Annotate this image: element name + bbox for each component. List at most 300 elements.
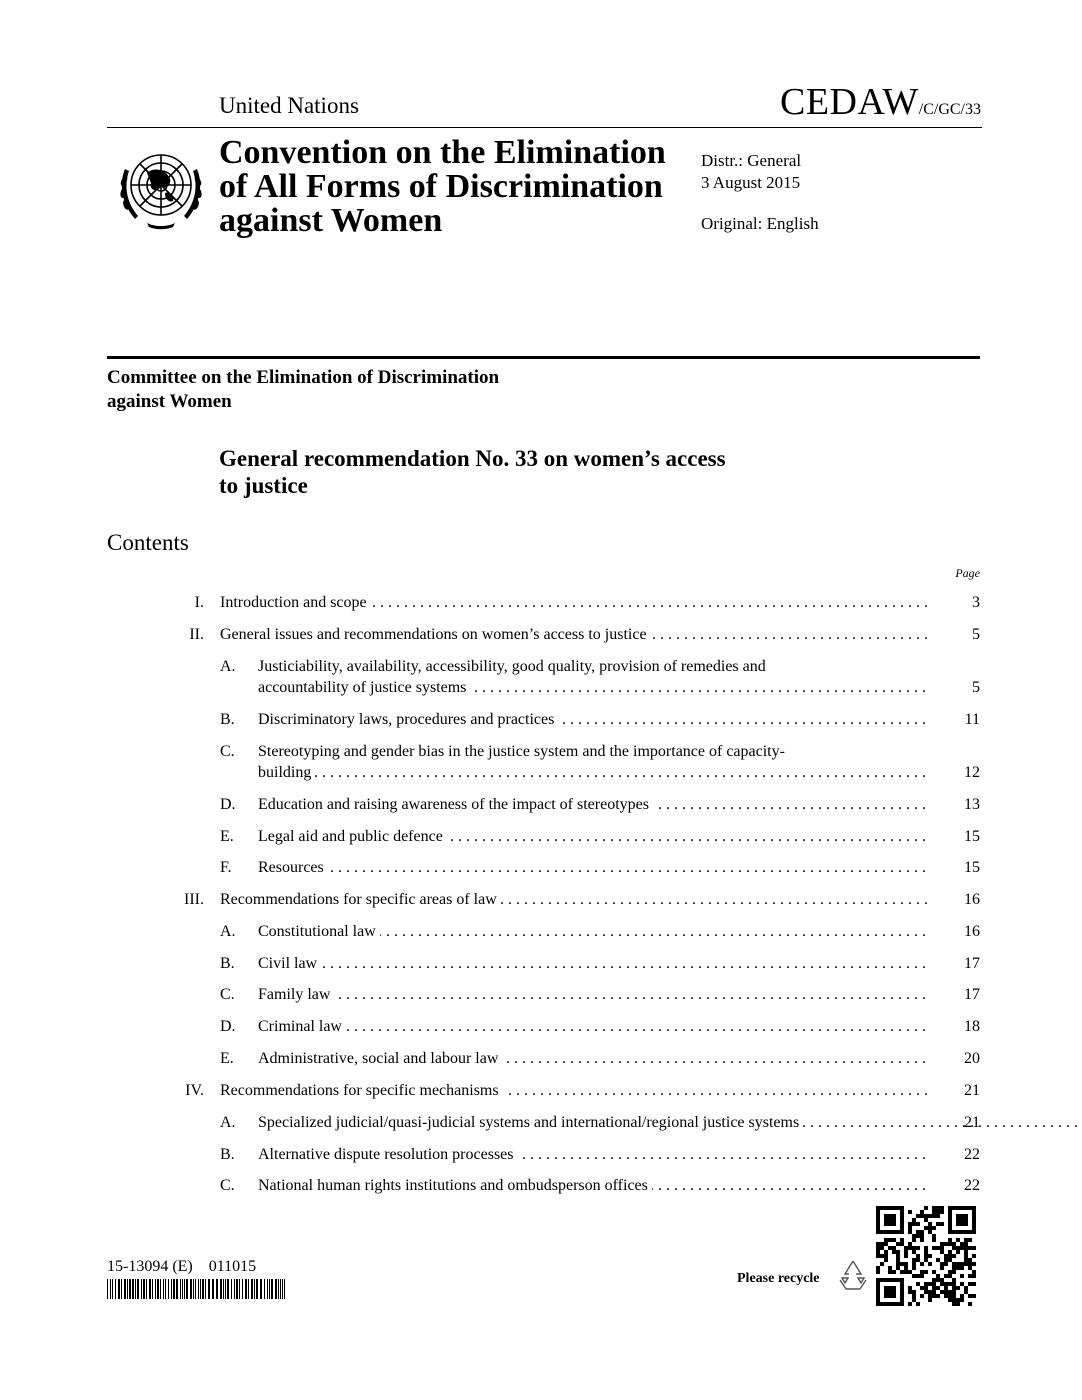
toc-text-line1: Justiciability, availability, accessibility, good quality, provision of remedies and bbox=[258, 658, 766, 675]
barcode-bar bbox=[124, 1279, 126, 1299]
qr-module bbox=[900, 1262, 904, 1266]
contents-heading: Contents bbox=[107, 530, 189, 555]
qr-module bbox=[920, 1230, 924, 1234]
qr-module bbox=[928, 1298, 932, 1302]
qr-module bbox=[936, 1258, 940, 1262]
barcode-bar bbox=[245, 1279, 247, 1299]
barcode-bar bbox=[254, 1279, 255, 1299]
barcode-bar bbox=[234, 1279, 235, 1299]
recommendation-title-line: General recommendation No. 33 on women’s access bbox=[219, 446, 726, 471]
qr-module bbox=[928, 1282, 932, 1286]
qr-module bbox=[936, 1214, 940, 1218]
qr-module bbox=[932, 1290, 936, 1294]
toc-page: 21 bbox=[964, 1114, 980, 1131]
qr-module bbox=[944, 1242, 948, 1246]
qr-module bbox=[944, 1258, 948, 1262]
qr-module bbox=[952, 1242, 956, 1246]
toc-letter: E. bbox=[220, 828, 234, 845]
qr-module bbox=[940, 1210, 944, 1214]
convention-title bbox=[219, 136, 666, 238]
qr-module bbox=[924, 1250, 928, 1254]
toc-text-line1: Stereotyping and gender bias in the justice system and the importance of capacity- bbox=[258, 743, 785, 760]
qr-module bbox=[892, 1250, 896, 1254]
qr-module bbox=[900, 1238, 904, 1242]
qr-module bbox=[920, 1238, 924, 1242]
qr-module bbox=[948, 1242, 952, 1246]
qr-module bbox=[912, 1266, 916, 1270]
qr-module bbox=[928, 1254, 932, 1258]
qr-module bbox=[912, 1246, 916, 1250]
toc-letter: A. bbox=[220, 923, 236, 940]
qr-module bbox=[952, 1246, 956, 1250]
qr-module bbox=[932, 1206, 936, 1210]
barcode-bar bbox=[121, 1279, 122, 1299]
document-number: 15-13094 (E) 011015 bbox=[107, 1258, 257, 1275]
qr-module bbox=[960, 1274, 964, 1278]
recycle-label: Please recycle bbox=[737, 1271, 820, 1286]
qr-module bbox=[968, 1258, 972, 1262]
qr-module bbox=[940, 1250, 944, 1254]
qr-module bbox=[968, 1302, 972, 1306]
qr-module bbox=[948, 1298, 952, 1302]
barcode-bar bbox=[242, 1279, 243, 1299]
toc-page: 17 bbox=[964, 986, 980, 1003]
qr-module bbox=[928, 1230, 932, 1234]
qr-module bbox=[952, 1270, 956, 1274]
barcode-bar bbox=[216, 1279, 218, 1299]
committee-line: against Women bbox=[107, 391, 232, 412]
qr-module bbox=[924, 1206, 928, 1210]
barcode-bar bbox=[182, 1279, 183, 1299]
qr-module bbox=[920, 1234, 924, 1238]
qr-module bbox=[964, 1246, 968, 1250]
toc-letter: B. bbox=[220, 1146, 235, 1163]
qr-module bbox=[944, 1286, 948, 1290]
toc-page: 15 bbox=[964, 828, 980, 845]
qr-module bbox=[912, 1290, 916, 1294]
qr-module bbox=[940, 1282, 944, 1286]
qr-module bbox=[880, 1262, 884, 1266]
qr-module bbox=[944, 1274, 948, 1278]
qr-module bbox=[964, 1254, 968, 1258]
qr-module bbox=[940, 1290, 944, 1294]
qr-module bbox=[908, 1246, 912, 1250]
qr-module bbox=[876, 1270, 880, 1274]
qr-module bbox=[928, 1262, 932, 1266]
qr-module bbox=[948, 1250, 952, 1254]
barcode-bar bbox=[239, 1279, 240, 1299]
committee-name bbox=[107, 366, 499, 414]
qr-module bbox=[968, 1266, 972, 1270]
qr-module bbox=[920, 1294, 924, 1298]
qr-module bbox=[948, 1290, 952, 1294]
qr-module bbox=[948, 1274, 952, 1278]
toc-page: 15 bbox=[964, 859, 980, 876]
qr-module bbox=[960, 1242, 964, 1246]
toc-number: II. bbox=[189, 626, 204, 643]
qr-module bbox=[916, 1254, 920, 1258]
qr-module bbox=[952, 1294, 956, 1298]
barcode-bar bbox=[190, 1279, 192, 1299]
qr-module bbox=[948, 1294, 952, 1298]
recommendation-title bbox=[219, 445, 819, 499]
toc-letter: E. bbox=[220, 1050, 234, 1067]
toc-text: Discriminatory laws, procedures and practices bbox=[258, 711, 558, 728]
toc-text: General issues and recommendations on women’s access to justice bbox=[220, 626, 651, 643]
qr-module bbox=[920, 1274, 924, 1278]
barcode-bar bbox=[193, 1279, 194, 1299]
barcode-bar bbox=[275, 1279, 277, 1299]
qr-module bbox=[888, 1270, 892, 1274]
qr-module bbox=[952, 1286, 956, 1290]
qr-module bbox=[936, 1278, 940, 1282]
page-column-label: Page bbox=[955, 566, 980, 580]
qr-module bbox=[940, 1242, 944, 1246]
toc-number: III. bbox=[184, 891, 204, 908]
qr-module bbox=[968, 1246, 972, 1250]
toc-text: building bbox=[258, 764, 315, 781]
barcode-bar bbox=[110, 1279, 111, 1299]
qr-module bbox=[908, 1290, 912, 1294]
qr-module bbox=[932, 1286, 936, 1290]
barcode-bar bbox=[168, 1279, 169, 1299]
toc-text: Introduction and scope bbox=[220, 594, 371, 611]
qr-module bbox=[932, 1238, 936, 1242]
qr-module bbox=[936, 1294, 940, 1298]
qr-module bbox=[956, 1302, 960, 1306]
qr-module bbox=[964, 1262, 968, 1266]
organization-name: United Nations bbox=[219, 93, 359, 118]
original-language: Original: English bbox=[701, 214, 819, 233]
toc-page: 22 bbox=[964, 1146, 980, 1163]
qr-module bbox=[912, 1250, 916, 1254]
qr-module bbox=[964, 1238, 968, 1242]
qr-module bbox=[932, 1214, 936, 1218]
qr-module bbox=[936, 1210, 940, 1214]
barcode-bar bbox=[256, 1279, 258, 1299]
qr-module bbox=[964, 1290, 968, 1294]
qr-module bbox=[928, 1290, 932, 1294]
qr-module bbox=[916, 1234, 920, 1238]
qr-module bbox=[916, 1258, 920, 1262]
qr-module bbox=[912, 1218, 916, 1222]
barcode-bar bbox=[212, 1279, 214, 1299]
qr-module bbox=[916, 1302, 920, 1306]
barcode-bar bbox=[127, 1279, 128, 1299]
qr-module bbox=[960, 1298, 964, 1302]
barcode-bar bbox=[118, 1279, 120, 1299]
convention-title-line: against Women bbox=[219, 202, 443, 239]
barcode-bar bbox=[163, 1279, 164, 1299]
barcode-bar bbox=[129, 1279, 131, 1299]
toc-text: Family law bbox=[258, 986, 334, 1003]
qr-module bbox=[972, 1254, 976, 1258]
qr-module bbox=[876, 1250, 880, 1254]
toc-page: 5 bbox=[972, 626, 980, 643]
qr-module bbox=[928, 1222, 932, 1226]
qr-module bbox=[952, 1262, 956, 1266]
qr-module bbox=[956, 1298, 960, 1302]
qr-module bbox=[924, 1270, 928, 1274]
qr-module bbox=[944, 1254, 948, 1258]
qr-module bbox=[880, 1246, 884, 1250]
qr-module bbox=[972, 1274, 976, 1278]
barcode-bar bbox=[173, 1279, 175, 1299]
qr-module bbox=[908, 1286, 912, 1290]
qr-module bbox=[952, 1302, 956, 1306]
qr-module bbox=[920, 1262, 924, 1266]
toc-page: 3 bbox=[972, 594, 980, 611]
barcode-bar bbox=[180, 1279, 181, 1299]
barcode-bar bbox=[107, 1279, 108, 1299]
qr-module bbox=[908, 1226, 912, 1230]
qr-module bbox=[896, 1254, 900, 1258]
qr-module bbox=[960, 1294, 964, 1298]
barcode-bar bbox=[202, 1279, 204, 1299]
toc-text: Specialized judicial/quasi-judicial systems and international/regional justice systems bbox=[258, 1114, 803, 1131]
qr-module bbox=[928, 1214, 932, 1218]
qr-module bbox=[916, 1222, 920, 1226]
qr-module bbox=[940, 1206, 944, 1210]
qr-module bbox=[952, 1298, 956, 1302]
toc-letter: B. bbox=[220, 955, 235, 972]
toc-text: Civil law bbox=[258, 955, 321, 972]
toc-text: National human rights institutions and ombudsperson offices bbox=[258, 1177, 652, 1194]
toc-letter: D. bbox=[220, 796, 236, 813]
document-symbol bbox=[780, 80, 981, 124]
qr-module bbox=[968, 1262, 972, 1266]
toc-text: Constitutional law bbox=[258, 923, 380, 940]
barcode-bar bbox=[141, 1279, 142, 1299]
qr-module bbox=[928, 1294, 932, 1298]
qr-module bbox=[960, 1266, 964, 1270]
qr-module bbox=[896, 1262, 900, 1266]
qr-module bbox=[936, 1206, 940, 1210]
barcode-bar bbox=[149, 1279, 151, 1299]
qr-module bbox=[932, 1294, 936, 1298]
barcode-bar bbox=[143, 1279, 145, 1299]
qr-module bbox=[920, 1214, 924, 1218]
qr-module bbox=[912, 1298, 916, 1302]
toc-number: I. bbox=[194, 594, 204, 611]
qr-module bbox=[900, 1242, 904, 1246]
distribution-block bbox=[701, 150, 819, 235]
toc-text: accountability of justice systems bbox=[258, 679, 470, 696]
qr-module bbox=[892, 1238, 896, 1242]
toc-letter: C. bbox=[220, 1177, 235, 1194]
qr-module bbox=[936, 1222, 940, 1226]
qr-module bbox=[912, 1238, 916, 1242]
qr-module bbox=[892, 1270, 896, 1274]
qr-module bbox=[884, 1250, 888, 1254]
un-emblem-icon bbox=[107, 133, 215, 241]
qr-module bbox=[952, 1254, 956, 1258]
qr-module bbox=[908, 1222, 912, 1226]
barcode-bar bbox=[223, 1279, 224, 1299]
qr-module bbox=[944, 1294, 948, 1298]
barcode-bar bbox=[146, 1279, 147, 1299]
qr-module bbox=[912, 1234, 916, 1238]
qr-module bbox=[880, 1254, 884, 1258]
toc-page: 17 bbox=[964, 955, 980, 972]
qr-module bbox=[932, 1282, 936, 1286]
qr-module bbox=[888, 1246, 892, 1250]
qr-module bbox=[956, 1246, 960, 1250]
qr-module bbox=[948, 1258, 952, 1262]
qr-module bbox=[924, 1254, 928, 1258]
qr-module bbox=[928, 1226, 932, 1230]
qr-module bbox=[944, 1262, 948, 1266]
barcode-bar bbox=[176, 1279, 178, 1299]
qr-module bbox=[896, 1250, 900, 1254]
qr-module bbox=[956, 1250, 960, 1254]
qr-module bbox=[904, 1270, 908, 1274]
toc-text: Recommendations for specific mechanisms bbox=[220, 1082, 503, 1099]
toc-text: Resources bbox=[258, 859, 328, 876]
symbol-main: CEDAW bbox=[780, 81, 919, 123]
qr-module bbox=[920, 1270, 924, 1274]
qr-module bbox=[924, 1246, 928, 1250]
toc-text: Administrative, social and labour law bbox=[258, 1050, 502, 1067]
qr-module bbox=[908, 1210, 912, 1214]
barcode-icon bbox=[107, 1279, 285, 1299]
qr-module bbox=[932, 1246, 936, 1250]
toc-number: IV. bbox=[185, 1082, 204, 1099]
qr-module bbox=[956, 1262, 960, 1266]
qr-module bbox=[956, 1286, 960, 1290]
recommendation-title-line: to justice bbox=[219, 473, 308, 498]
qr-module bbox=[932, 1234, 936, 1238]
qr-module bbox=[924, 1214, 928, 1218]
barcode-bar bbox=[280, 1279, 281, 1299]
toc-letter: F. bbox=[220, 859, 232, 876]
barcode-bar bbox=[157, 1279, 159, 1299]
qr-module bbox=[972, 1262, 976, 1266]
symbol-suffix: /C/GC/33 bbox=[918, 101, 981, 118]
barcode-bar bbox=[248, 1279, 249, 1299]
qr-module bbox=[924, 1282, 928, 1286]
qr-module bbox=[896, 1266, 900, 1270]
toc-text: Education and raising awareness of the impact of stereotypes bbox=[258, 796, 653, 813]
qr-module bbox=[952, 1290, 956, 1294]
qr-module bbox=[936, 1286, 940, 1290]
barcode-bar bbox=[271, 1279, 273, 1299]
qr-module bbox=[912, 1258, 916, 1262]
qr-module bbox=[876, 1254, 880, 1258]
qr-module bbox=[972, 1246, 976, 1250]
barcode-bar bbox=[137, 1279, 139, 1299]
toc-page: 22 bbox=[964, 1177, 980, 1194]
barcode-bar bbox=[236, 1279, 238, 1299]
qr-module bbox=[896, 1258, 900, 1262]
qr-module bbox=[888, 1266, 892, 1270]
qr-module bbox=[972, 1294, 976, 1298]
qr-module bbox=[944, 1290, 948, 1294]
qr-module bbox=[932, 1226, 936, 1230]
qr-module bbox=[952, 1282, 956, 1286]
section-rule bbox=[107, 356, 980, 359]
barcode-bar bbox=[251, 1279, 253, 1299]
document-date: 3 August 2015 bbox=[701, 173, 801, 192]
qr-module bbox=[964, 1242, 968, 1246]
toc-letter: D. bbox=[220, 1018, 236, 1035]
qr-module bbox=[960, 1262, 964, 1266]
convention-title-line: Convention on the Elimination bbox=[219, 134, 666, 171]
qr-module bbox=[972, 1282, 976, 1286]
barcode-bar bbox=[115, 1279, 116, 1299]
qr-module bbox=[932, 1270, 936, 1274]
qr-module bbox=[920, 1286, 924, 1290]
barcode-bar bbox=[284, 1279, 285, 1299]
qr-module bbox=[876, 1246, 880, 1250]
qr-module bbox=[956, 1266, 960, 1270]
qr-module bbox=[876, 1242, 880, 1246]
qr-module bbox=[924, 1218, 928, 1222]
qr-module bbox=[908, 1270, 912, 1274]
barcode-bar bbox=[165, 1279, 166, 1299]
qr-module bbox=[952, 1266, 956, 1270]
barcode-bar bbox=[205, 1279, 206, 1299]
toc-letter: C. bbox=[220, 743, 235, 760]
barcode-bar bbox=[195, 1279, 196, 1299]
barcode-bar bbox=[152, 1279, 153, 1299]
barcode-bar bbox=[231, 1279, 232, 1299]
barcode-bar bbox=[200, 1279, 201, 1299]
barcode-bar bbox=[278, 1279, 279, 1299]
qr-module bbox=[912, 1262, 916, 1266]
recycle-icon bbox=[834, 1256, 872, 1294]
qr-module bbox=[968, 1294, 972, 1298]
barcode-bar bbox=[160, 1279, 161, 1299]
qr-module bbox=[908, 1230, 912, 1234]
qr-module bbox=[888, 1238, 892, 1242]
qr-module bbox=[956, 1238, 960, 1242]
barcode-bar bbox=[227, 1279, 229, 1299]
toc-page: 21 bbox=[964, 1082, 980, 1099]
qr-module bbox=[936, 1274, 940, 1278]
qr-module bbox=[916, 1274, 920, 1278]
toc-page: 16 bbox=[964, 923, 980, 940]
qr-module bbox=[948, 1238, 952, 1242]
barcode-bar bbox=[267, 1279, 268, 1299]
qr-module bbox=[968, 1282, 972, 1286]
qr-module bbox=[940, 1278, 944, 1282]
qr-module bbox=[968, 1274, 972, 1278]
qr-module bbox=[964, 1250, 968, 1254]
qr-module bbox=[964, 1286, 968, 1290]
committee-line: Committee on the Elimination of Discrimination bbox=[107, 367, 500, 388]
barcode-bar bbox=[220, 1279, 222, 1299]
qr-module bbox=[916, 1282, 920, 1286]
qr-module bbox=[960, 1282, 964, 1286]
toc-letter: B. bbox=[220, 711, 235, 728]
toc-text: Recommendations for specific areas of law bbox=[220, 891, 501, 908]
qr-module bbox=[896, 1242, 900, 1246]
qr-module bbox=[948, 1254, 952, 1258]
toc-page: 13 bbox=[964, 796, 980, 813]
qr-code-icon bbox=[876, 1206, 976, 1306]
qr-module bbox=[944, 1282, 948, 1286]
qr-module bbox=[940, 1262, 944, 1266]
qr-module bbox=[920, 1210, 924, 1214]
qr-module bbox=[884, 1254, 888, 1258]
barcode-bar bbox=[198, 1279, 199, 1299]
qr-module bbox=[904, 1254, 908, 1258]
qr-module bbox=[908, 1302, 912, 1306]
convention-title-line: of All Forms of Discrimination bbox=[219, 168, 663, 205]
qr-module bbox=[912, 1274, 916, 1278]
toc-letter: A. bbox=[220, 1114, 236, 1131]
